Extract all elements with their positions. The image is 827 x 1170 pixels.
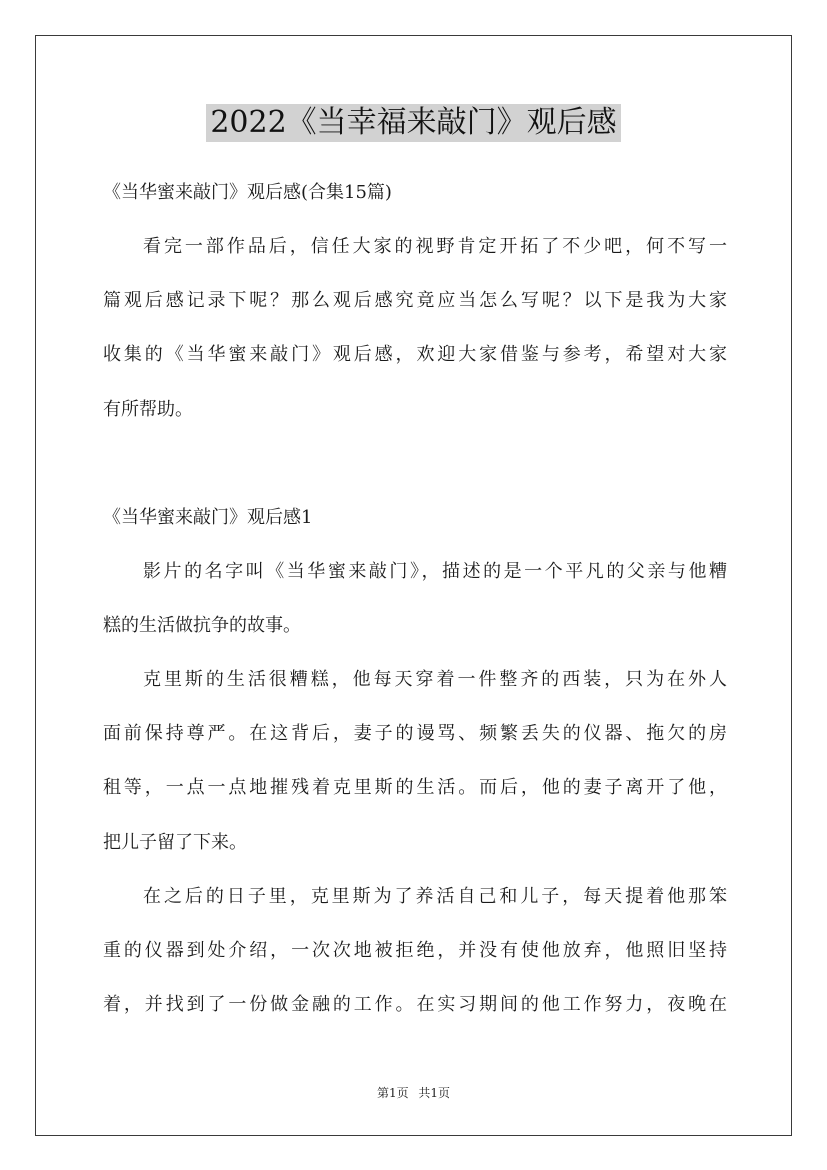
document-body	[103, 166, 727, 1032]
intro-line: 篇观后感记录下呢？那么观后感究竟应当怎么写呢？以下是我为大家	[103, 290, 727, 312]
paragraph-line: 租等，一点一点地摧残着克里斯的生活。而后，他的妻子离开了他，	[103, 777, 727, 799]
section-heading: 《当华蜜来敲门》观后感1	[103, 506, 313, 528]
intro-line: 看完一部作品后，信任大家的视野肯定开拓了不少吧，何不写一	[143, 236, 727, 258]
paragraph-line: 糕的生活做抗争的故事。	[103, 615, 301, 636]
paragraph-line: 克里斯的生活很糟糕，他每天穿着一件整齐的西装，只为在外人	[143, 669, 727, 691]
intro-line: 收集的《当华蜜来敲门》观后感，欢迎大家借鉴与参考，希望对大家	[103, 344, 727, 366]
paragraph-line: 着，并找到了一份做金融的工作。在实习期间的他工作努力，夜晚在	[103, 993, 727, 1015]
page-footer: 第1页 共1页	[376, 1086, 451, 1100]
paragraph-line: 在之后的日子里，克里斯为了养活自己和儿子，每天提着他那笨	[143, 885, 727, 907]
paragraph-line: 重的仪器到处介绍，一次次地被拒绝，并没有使他放弃，他照旧坚持	[103, 939, 727, 961]
intro-line: 有所帮助。	[103, 398, 193, 420]
title-container	[0, 104, 827, 142]
paragraph-line: 面前保持尊严。在这背后，妻子的谩骂、频繁丢失的仪器、拖欠的房	[103, 723, 727, 745]
collection-heading: 《当华蜜来敲门》观后感(合集15篇)	[103, 182, 392, 203]
blank-line	[103, 437, 727, 491]
document-title: 2022《当幸福来敲门》观后感	[206, 104, 620, 142]
paragraph-line: 影片的名字叫《当华蜜来敲门》，描述的是一个平凡的父亲与他糟	[143, 560, 727, 582]
paragraph-line: 把儿子留了下来。	[103, 831, 247, 853]
